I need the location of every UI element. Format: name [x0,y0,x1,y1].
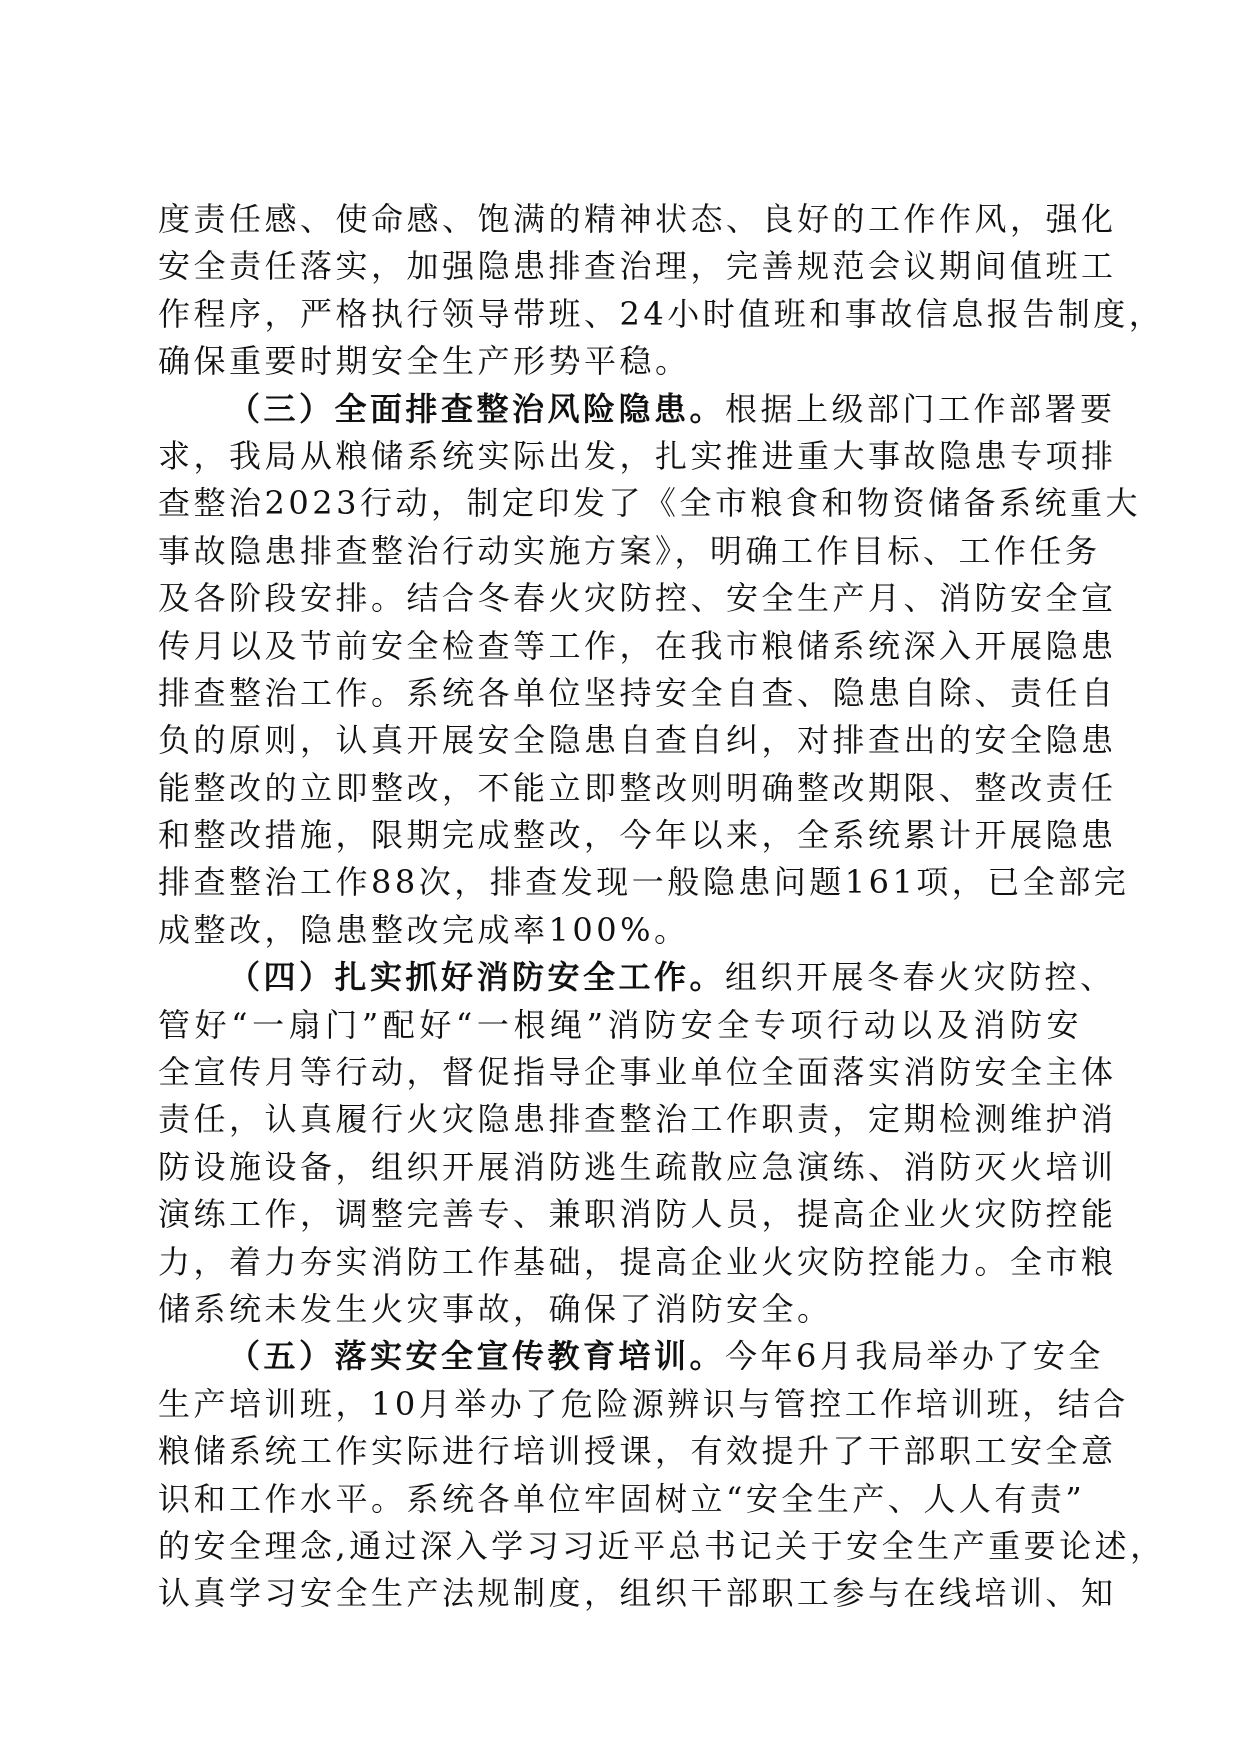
text-line: 确保重要时期安全生产形势平稳。 [158,342,691,381]
paragraph-first-line [158,954,1116,1001]
text-line: 全宣传月等行动，督促指导企事业单位全面落实消防安全主体 [158,1053,1117,1092]
text-run: 今年6月我局举办了安全 [725,1337,1104,1376]
text-line: 防设施设备，组织开展消防逃生疏散应急演练、消防灭火培训 [158,1147,1117,1186]
text-line: 成整改，隐患整改完成率100%。 [158,910,690,949]
text-line: 排查整治工作。系统各单位坚持安全自查、隐患自除、责任自 [158,673,1117,712]
text-run: 组织开展冬春火灾防控、 [725,958,1116,997]
section-heading: （五）落实安全宣传教育培训。 [228,1337,726,1376]
text-line: 识和工作水平。系统各单位牢固树立“安全生产、人人有责” [158,1479,1086,1518]
text-line: 传月以及节前安全检查等工作，在我市粮储系统深入开展隐患 [158,626,1117,665]
text-line: 能整改的立即整改，不能立即整改则明确整改期限、整改责任 [158,768,1117,807]
text-line: 作程序，严格执行领导带班、24小时值班和事故信息报告制度， [158,294,1165,333]
text-line: 责任，认真履行火灾隐患排查整治工作职责，定期检测维护消 [158,1100,1117,1139]
text-line: 的安全理念,通过深入学习习近平总书记关于安全生产重要论述， [158,1526,1166,1565]
paragraph-fire-safety [158,954,1117,1333]
text-line: 生产培训班，10月举办了危险源辨识与管控工作培训班，结合 [158,1384,1129,1423]
paragraph-safety-training [158,1333,1166,1617]
section-heading: （三）全面排查整治风险隐患。 [228,389,726,428]
text-line: 负的原则，认真开展安全隐患自查自纠，对排查出的安全隐患 [158,721,1117,760]
text-line: 排查整治工作88次，排查发现一般隐患问题161项，已全部完 [158,863,1130,902]
text-line: 管好“一扇门”配好“一根绳”消防安全专项行动以及消防安 [158,1005,1082,1044]
text-line: 安全责任落实，加强隐患排查治理，完善规范会议期间值班工 [158,247,1117,286]
text-line: 事故隐患排查整治行动实施方案》，明确工作目标、工作任务 [158,531,1101,570]
text-line: 求，我局从粮储系统实际出发，扎实推进重大事故隐患专项排 [158,436,1117,475]
section-heading: （四）扎实抓好消防安全工作。 [228,958,726,997]
paragraph-continuation [158,196,1165,386]
paragraph-first-line [158,1333,1104,1380]
text-line: 查整治2023行动，制定印发了《全市粮食和物资储备系统重大 [158,484,1141,523]
paragraph-first-line [158,386,1116,433]
paragraph-risk-hazards [158,386,1141,955]
text-line: 度责任感、使命感、饱满的精神状态、良好的工作作风，强化 [158,200,1117,238]
document-page [158,196,1166,1618]
text-line: 粮储系统工作实际进行培训授课，有效提升了干部职工安全意 [158,1432,1117,1471]
text-run: 根据上级部门工作部署要 [725,389,1116,428]
text-line: 及各阶段安排。结合冬春火灾防控、安全生产月、消防安全宣 [158,579,1117,618]
text-line: 储系统未发生火灾事故，确保了消防安全。 [158,1289,833,1328]
text-line: 和整改措施，限期完成整改，今年以来，全系统累计开展隐患 [158,816,1117,855]
text-line: 认真学习安全生产法规制度，组织干部职工参与在线培训、知 [158,1574,1117,1613]
text-line: 演练工作，调整完善专、兼职消防人员，提高企业火灾防控能 [158,1195,1117,1234]
text-line: 力，着力夯实消防工作基础，提高企业火灾防控能力。全市粮 [158,1242,1117,1281]
